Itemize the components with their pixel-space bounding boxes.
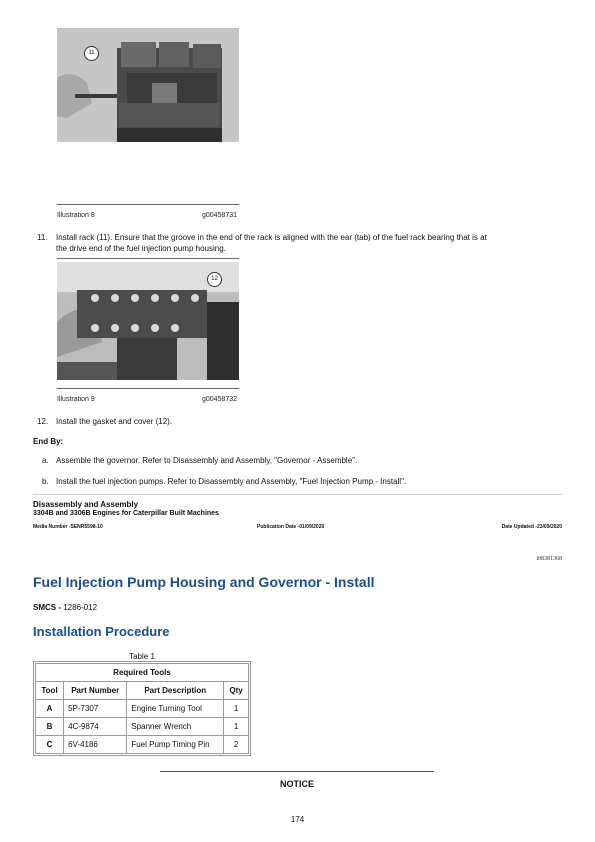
part-number-cell: 6V-4186 — [64, 736, 127, 754]
column-header: Part Description — [127, 682, 224, 700]
table-row — [36, 736, 249, 754]
column-header: Qty — [224, 682, 249, 700]
table-row — [36, 700, 249, 718]
callout-label: 11 — [88, 50, 95, 56]
tool-cell: A — [36, 700, 64, 718]
caption-rule — [57, 388, 239, 389]
table-row — [36, 718, 249, 736]
section-title: Fuel Injection Pump Housing and Governor - Install — [33, 574, 375, 590]
step-11-line-2: the drive end of the fuel injection pump housing. — [56, 244, 226, 253]
header-divider — [33, 494, 562, 495]
caption-rule — [57, 204, 239, 205]
illustration-8-code: g00458731 — [202, 212, 238, 219]
media-number: Media Number -SENR5598-10 — [33, 524, 103, 530]
end-by-letter-a: a. — [42, 456, 49, 465]
qty-cell: 2 — [224, 736, 249, 754]
column-header: Part Number — [64, 682, 127, 700]
callout-12 — [207, 272, 222, 287]
tool-cell: B — [36, 718, 64, 736]
illustration-8-label: Illustration 8 — [57, 212, 95, 219]
end-by-item-a: Assemble the governor. Refer to Disassembly and Assembly, "Governor - Assemble". — [56, 456, 358, 465]
table-title-row — [36, 664, 249, 682]
table-caption: Table 1 — [129, 652, 155, 661]
illustration-8-photo — [57, 28, 239, 142]
part-description-cell: Fuel Pump Timing Pin — [127, 736, 224, 754]
callout-label: 12 — [211, 276, 218, 282]
end-by-letter-b: b. — [42, 477, 49, 486]
table-header-row — [36, 682, 249, 700]
step-number: 12. — [37, 417, 49, 426]
step-11-line-1: Install rack (11). Ensure that the groove in the end of the rack is aligned with the ear (tab) of the fuel rack bearing that is at — [56, 233, 487, 242]
table-title: Required Tools — [36, 664, 249, 682]
notice-rule — [160, 771, 434, 772]
part-number-cell: 4C-9874 — [64, 718, 127, 736]
smcs-value: 1286-012 — [63, 603, 98, 612]
part-description-cell: Engine Turning Tool — [127, 700, 224, 718]
qty-cell: 1 — [224, 700, 249, 718]
procedure-title: Installation Procedure — [33, 624, 170, 639]
doc-subtitle: 3304B and 3306B Engines for Caterpillar Built Machines — [33, 510, 219, 517]
required-tools-table — [33, 661, 251, 756]
date-updated: Date Updated -23/09/2020 — [501, 524, 562, 530]
step-number: 11. — [37, 233, 48, 242]
step-12-text: Install the gasket and cover (12). — [56, 417, 173, 426]
doc-id: i08381368 — [536, 556, 562, 562]
end-by-item-b: Install the fuel injection pumps. Refer to Disassembly and Assembly, "Fuel Injection Pump - Install". — [56, 477, 407, 486]
pump-housing-image — [57, 28, 239, 142]
end-by-heading: End By: — [33, 437, 64, 446]
part-number-cell: 5P-7307 — [64, 700, 127, 718]
qty-cell: 1 — [224, 718, 249, 736]
notice-heading: NOTICE — [279, 779, 314, 789]
illustration-9-code: g00458732 — [202, 396, 238, 403]
tools-table — [35, 663, 249, 754]
smcs-label: SMCS - — [33, 603, 61, 612]
column-header: Tool — [36, 682, 64, 700]
smcs-line — [33, 603, 97, 612]
doc-title: Disassembly and Assembly — [33, 500, 139, 509]
illustration-9-label: Illustration 9 — [57, 396, 95, 403]
publication-date: Publication Date -01/09/2020 — [257, 524, 325, 530]
part-description-cell: Spanner Wrench — [127, 718, 224, 736]
caption-rule — [57, 258, 239, 259]
tool-cell: C — [36, 736, 64, 754]
callout-11 — [84, 46, 99, 61]
page-number: 174 — [290, 815, 305, 824]
